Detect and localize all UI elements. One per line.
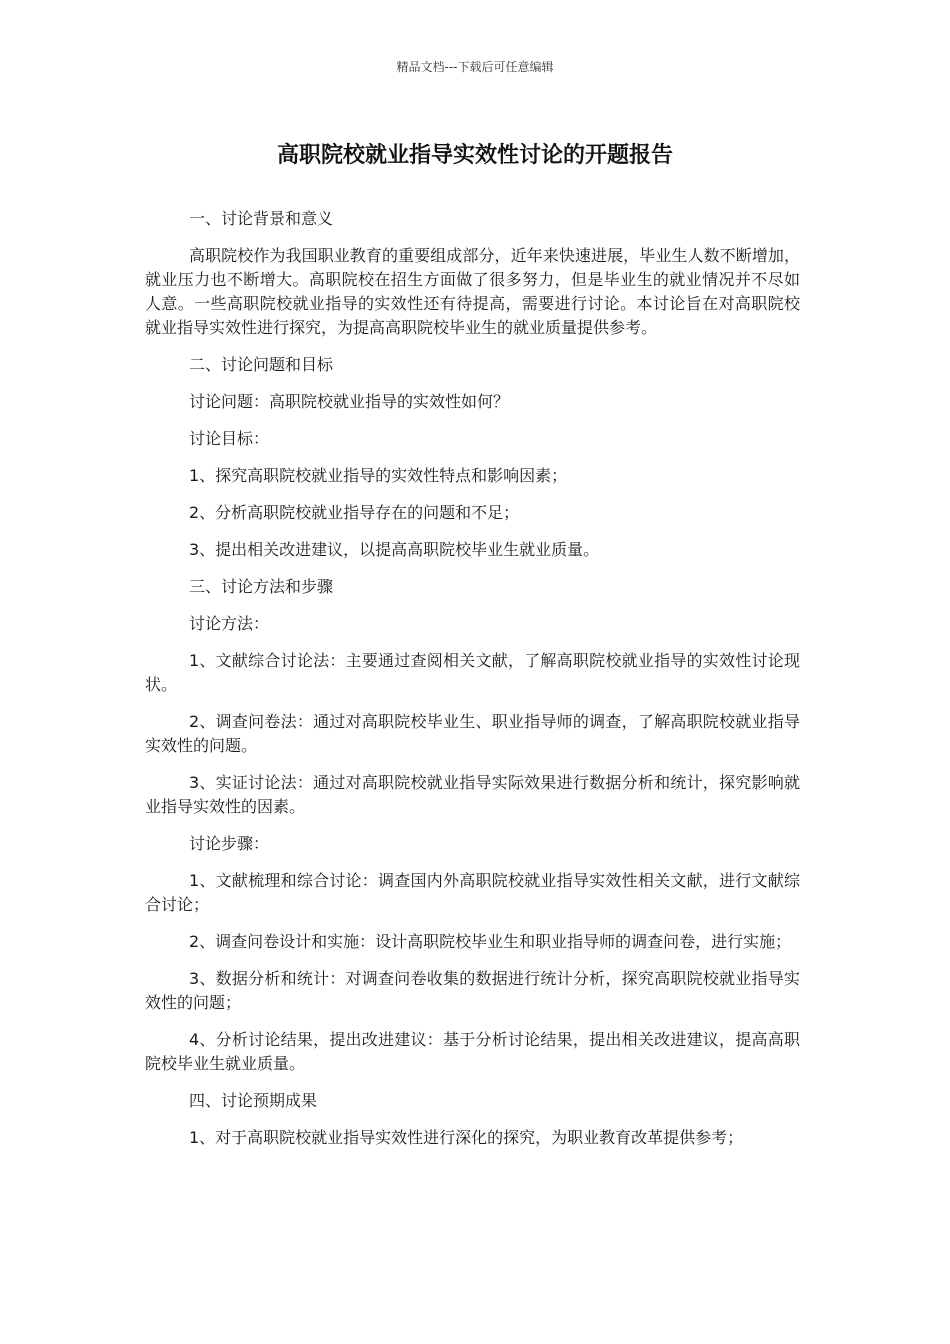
paragraph-goals-label: 讨论目标：: [189, 429, 270, 448]
goal-item: 2、分析高职院校就业指导存在的问题和不足；: [189, 503, 520, 522]
method-item: 1、文献综合讨论法：主要通过查阅相关文献，了解高职院校就业指导的实效性讨论现状。: [145, 651, 800, 694]
section-heading-methods: 三、讨论方法和步骤: [189, 577, 334, 596]
goal-item: 1、探究高职院校就业指导的实效性特点和影响因素；: [189, 466, 568, 485]
document-body: [145, 207, 800, 1163]
step-item: 1、文献梳理和综合讨论：调查国内外高职院校就业指导实效性相关文献，进行文献综合讨论；: [145, 871, 800, 914]
section-heading-questions: 二、讨论问题和目标: [189, 355, 334, 374]
section-heading-outcomes: 四、讨论预期成果: [189, 1091, 318, 1110]
step-item: 3、数据分析和统计：对调查问卷收集的数据进行统计分析，探究高职院校就业指导实效性的问题；: [145, 969, 800, 1012]
method-item: 2、调查问卷法：通过对高职院校毕业生、职业指导师的调查，了解高职院校就业指导实效性的问题。: [145, 712, 800, 755]
section-heading-background: 一、讨论背景和意义: [189, 209, 334, 228]
step-item: 4、分析讨论结果，提出改进建议：基于分析讨论结果，提出相关改进建议，提高高职院校毕业生就业质量。: [145, 1030, 800, 1073]
paragraph-question: 讨论问题：高职院校就业指导的实效性如何？: [189, 392, 510, 411]
goal-item: 3、提出相关改进建议，以提高高职院校毕业生就业质量。: [189, 540, 600, 559]
outcome-item: 1、对于高职院校就业指导实效性进行深化的探究，为职业教育改革提供参考；: [189, 1128, 744, 1147]
paragraph-background: 高职院校作为我国职业教育的重要组成部分，近年来快速进展，毕业生人数不断增加，就业压力也不断增大。高职院校在招生方面做了很多努力，但是毕业生的就业情况并不尽如人意。一些高职院校就业指导的实效性还有待提高，需要进行讨论。本讨论旨在对高职院校就业指导实效性进行探究，为提高高职院校毕业生的就业质量提供参考。: [145, 246, 800, 337]
paragraph-methods-label: 讨论方法：: [189, 614, 270, 633]
step-item: 2、调查问卷设计和实施：设计高职院校毕业生和职业指导师的调查问卷，进行实施；: [189, 932, 792, 951]
paragraph-steps-label: 讨论步骤：: [189, 834, 270, 853]
header-note: 精品文档---下载后可任意编辑: [396, 60, 554, 74]
document-title: 高职院校就业指导实效性讨论的开题报告: [276, 143, 673, 168]
method-item: 3、实证讨论法：通过对高职院校就业指导实际效果进行数据分析和统计，探究影响就业指导实效性的因素。: [145, 773, 800, 816]
